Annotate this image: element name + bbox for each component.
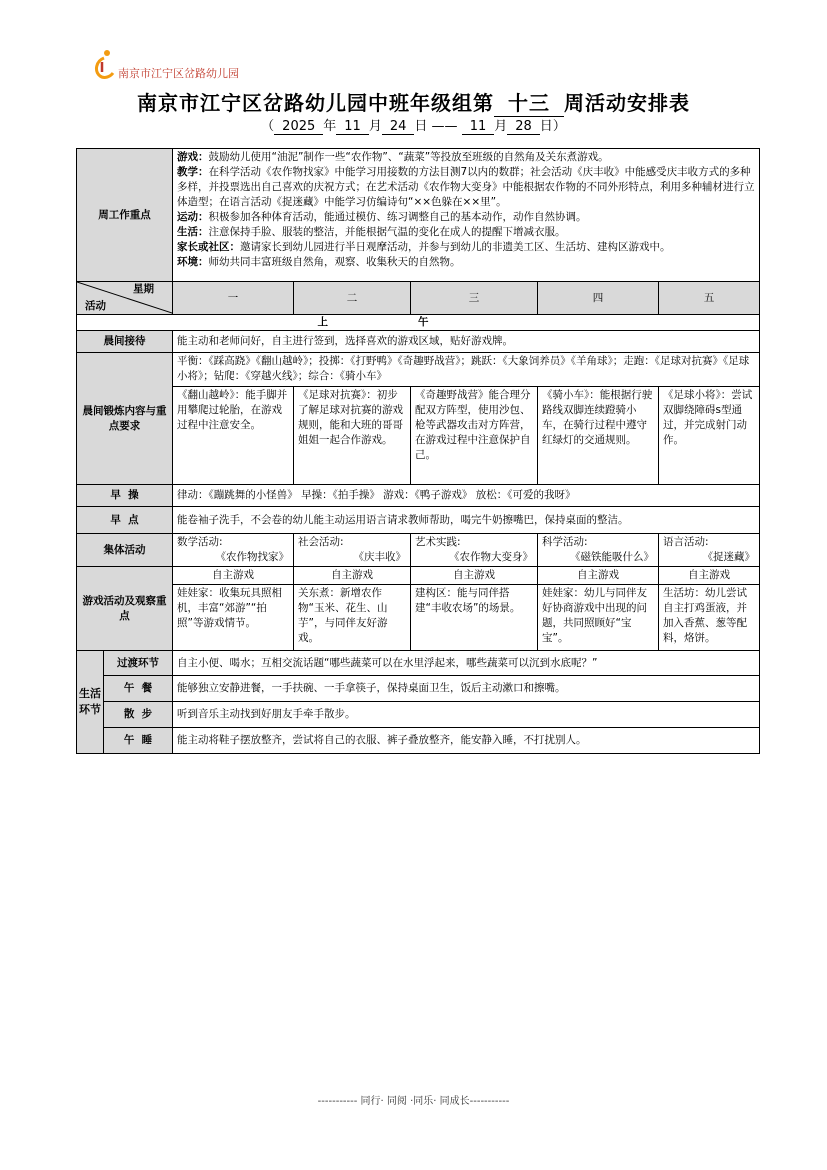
school-logo bbox=[92, 49, 332, 79]
games-title-row bbox=[77, 567, 760, 585]
snack-row bbox=[77, 507, 760, 534]
group-activity-wed: 艺术实践: 《农作物大变身》 bbox=[411, 534, 538, 567]
games-thu: 娃娃家：幼儿与同伴友好协商游戏中出现的问题，共同照顾好“宝宝”。 bbox=[538, 585, 659, 651]
morning-exercise-label: 早 操 bbox=[77, 485, 173, 507]
exercise-summary-row bbox=[77, 353, 760, 387]
life-label: 生活环节 bbox=[77, 651, 104, 754]
focus-item: 运动：积极参加各种体育活动，能通过模仿、练习调整自己的基本动作，动作自然协调。 bbox=[177, 211, 587, 223]
group-activity-mon: 数学活动: 《农作物找家》 bbox=[173, 534, 294, 567]
group-activity-label: 集体活动 bbox=[77, 534, 173, 567]
focus-item: 教学：在科学活动《农作物找家》中能学习用接数的方法目测7以内的数群；社会活动《庆丰收》中能感受庆丰收方式的多种多样，并投票选出自己喜欢的庆祝方式；在艺术活动《农作物大变身》中能根据农作物的不同外形特点，利用多种辅材进行立体造型；在语言活动《捉迷藏》中能学习仿编诗句“××色躲在××里”。 bbox=[177, 166, 755, 208]
group-activity-thu: 科学活动: 《磁铁能吸什么》 bbox=[538, 534, 659, 567]
morning-exercise-content: 律动：《蹦跳舞的小怪兽》 早操：《拍手操》 游戏：《鸭子游戏》 放松：《可爱的我呀》 bbox=[173, 485, 760, 507]
day-header-mon: 一 bbox=[173, 282, 294, 315]
group-activity-fri: 语言活动: 《捉迷藏》 bbox=[659, 534, 760, 567]
games-title-fri: 自主游戏 bbox=[659, 567, 760, 585]
life-row-walk bbox=[77, 702, 760, 728]
life-row-label: 午 睡 bbox=[104, 728, 173, 754]
exercise-thu: 《骑小车》：能根据行驶路线双脚连续蹬骑小车，在骑行过程中遵守红绿灯的交通规则。 bbox=[538, 387, 659, 485]
exercise-mon: 《翻山越岭》：能手脚并用攀爬过轮胎，在游戏过程中注意安全。 bbox=[173, 387, 294, 485]
games-content-row bbox=[77, 585, 760, 651]
day-header-thu: 四 bbox=[538, 282, 659, 315]
life-row-label: 散 步 bbox=[104, 702, 173, 728]
week-number: 十三 bbox=[494, 87, 564, 117]
games-wed: 建构区：能与同伴搭建“丰收农场”的场景。 bbox=[411, 585, 538, 651]
life-row-transition bbox=[77, 651, 760, 676]
focus-item: 家长或社区：邀请家长到幼儿园进行半日观摩活动，并参与到幼儿的非遗美工区、生活坊、建构区游戏中。 bbox=[177, 241, 671, 253]
section-morning-label: 上午 bbox=[77, 315, 760, 331]
life-row-content: 听到音乐主动找到好朋友手牵手散步。 bbox=[173, 702, 760, 728]
group-activity-tue: 社会活动: 《庆丰收》 bbox=[294, 534, 411, 567]
reception-row bbox=[77, 331, 760, 353]
exercise-summary: 平衡：《踩高跷》《翻山越岭》；投掷：《打野鸭》《奇趣野战营》；跳跃：《大象饲养员》《羊角球》；走跑：《足球对抗赛》《足球小将》；钻爬：《穿越火线》；综合：《骑小车》 bbox=[173, 353, 760, 387]
life-row-content: 能够独立安静进餐，一手扶碗、一手拿筷子，保持桌面卫生，饭后主动漱口和擦嘴。 bbox=[173, 676, 760, 702]
focus-item: 游戏：鼓励幼儿使用“油泥”制作一些“农作物”、“蔬菜”等投放至班级的自然角及关东煮游戏。 bbox=[177, 151, 609, 163]
footer-motto: ----------- 同行· 同阅 ·同乐· 同成长----------- bbox=[317, 1096, 510, 1107]
games-title-tue: 自主游戏 bbox=[294, 567, 411, 585]
games-title-wed: 自主游戏 bbox=[411, 567, 538, 585]
life-row-nap bbox=[77, 728, 760, 754]
snack-content: 能卷袖子洗手，不会卷的幼儿能主动运用语言请求教师帮助，喝完牛奶擦嘴巴，保持桌面的整洁。 bbox=[173, 507, 760, 534]
life-row-label: 午 餐 bbox=[104, 676, 173, 702]
section-morning-row bbox=[77, 315, 760, 331]
group-activity-row bbox=[77, 534, 760, 567]
exercise-days-row bbox=[77, 387, 760, 485]
week-label: 星期 bbox=[133, 283, 154, 295]
exercise-label: 晨间锻炼内容与重点要求 bbox=[77, 353, 173, 485]
life-row-label: 过渡环节 bbox=[104, 651, 173, 676]
day-header-tue: 二 bbox=[294, 282, 411, 315]
day-header-fri: 五 bbox=[659, 282, 760, 315]
weekly-focus-row bbox=[77, 149, 760, 282]
diagonal-header-cell bbox=[77, 282, 173, 315]
page-title: 南京市江宁区岔路幼儿园中班年级组第 十三 周活动安排表 bbox=[0, 87, 827, 117]
games-tue: 关东煮：新增农作物“玉米、花生、山芋”，与同伴友好游戏。 bbox=[294, 585, 411, 651]
date-range: （ 2025 年 11 月 24 日 —— 11 月 28 日） bbox=[261, 119, 566, 134]
life-row-content: 能主动将鞋子摆放整齐，尝试将自己的衣服、裤子叠放整齐，能安静入睡，不打扰别人。 bbox=[173, 728, 760, 754]
activity-label: 活动 bbox=[85, 300, 106, 312]
life-row-lunch bbox=[77, 676, 760, 702]
logo-mark-icon bbox=[92, 49, 118, 79]
games-title-thu: 自主游戏 bbox=[538, 567, 659, 585]
reception-label: 晨间接待 bbox=[77, 331, 173, 353]
focus-item: 生活：注意保持手脸、服装的整洁，并能根据气温的变化在成人的提醒下增减衣服。 bbox=[177, 226, 566, 238]
life-row-content: 自主小便、喝水；互相交流话题“哪些蔬菜可以在水里浮起来，哪些蔬菜可以沉到水底呢？” bbox=[173, 651, 760, 676]
snack-label: 早 点 bbox=[77, 507, 173, 534]
exercise-fri: 《足球小将》：尝试双脚绕障碍s型通过，并完成射门动作。 bbox=[659, 387, 760, 485]
games-mon: 娃娃家：收集玩具照相机，丰富“郊游”“拍照”等游戏情节。 bbox=[173, 585, 294, 651]
exercise-tue: 《足球对抗赛》：初步了解足球对抗赛的游戏规则，能和大班的哥哥姐姐一起合作游戏。 bbox=[294, 387, 411, 485]
school-name: 南京市江宁区岔路幼儿园 bbox=[118, 67, 239, 80]
weekly-plan-table bbox=[76, 148, 760, 754]
games-title-mon: 自主游戏 bbox=[173, 567, 294, 585]
days-header-row bbox=[77, 282, 760, 315]
reception-content: 能主动和老师问好，自主进行签到，选择喜欢的游戏区域，贴好游戏牌。 bbox=[173, 331, 760, 353]
exercise-wed: 《奇趣野战营》能合理分配双方阵型，使用沙包、枪等武器攻击对方阵营，在游戏过程中注意保护自己。 bbox=[411, 387, 538, 485]
games-fri: 生活坊：幼儿尝试自主打鸡蛋液，并加入香蕉、葱等配料，烙饼。 bbox=[659, 585, 760, 651]
morning-exercise-row bbox=[77, 485, 760, 507]
weekly-focus-content bbox=[173, 149, 760, 282]
focus-item: 环境：师幼共同丰富班级自然角，观察、收集秋天的自然物。 bbox=[177, 256, 461, 268]
weekly-focus-label: 周工作重点 bbox=[77, 149, 173, 282]
day-header-wed: 三 bbox=[411, 282, 538, 315]
games-label: 游戏活动及观察重点 bbox=[77, 567, 173, 651]
